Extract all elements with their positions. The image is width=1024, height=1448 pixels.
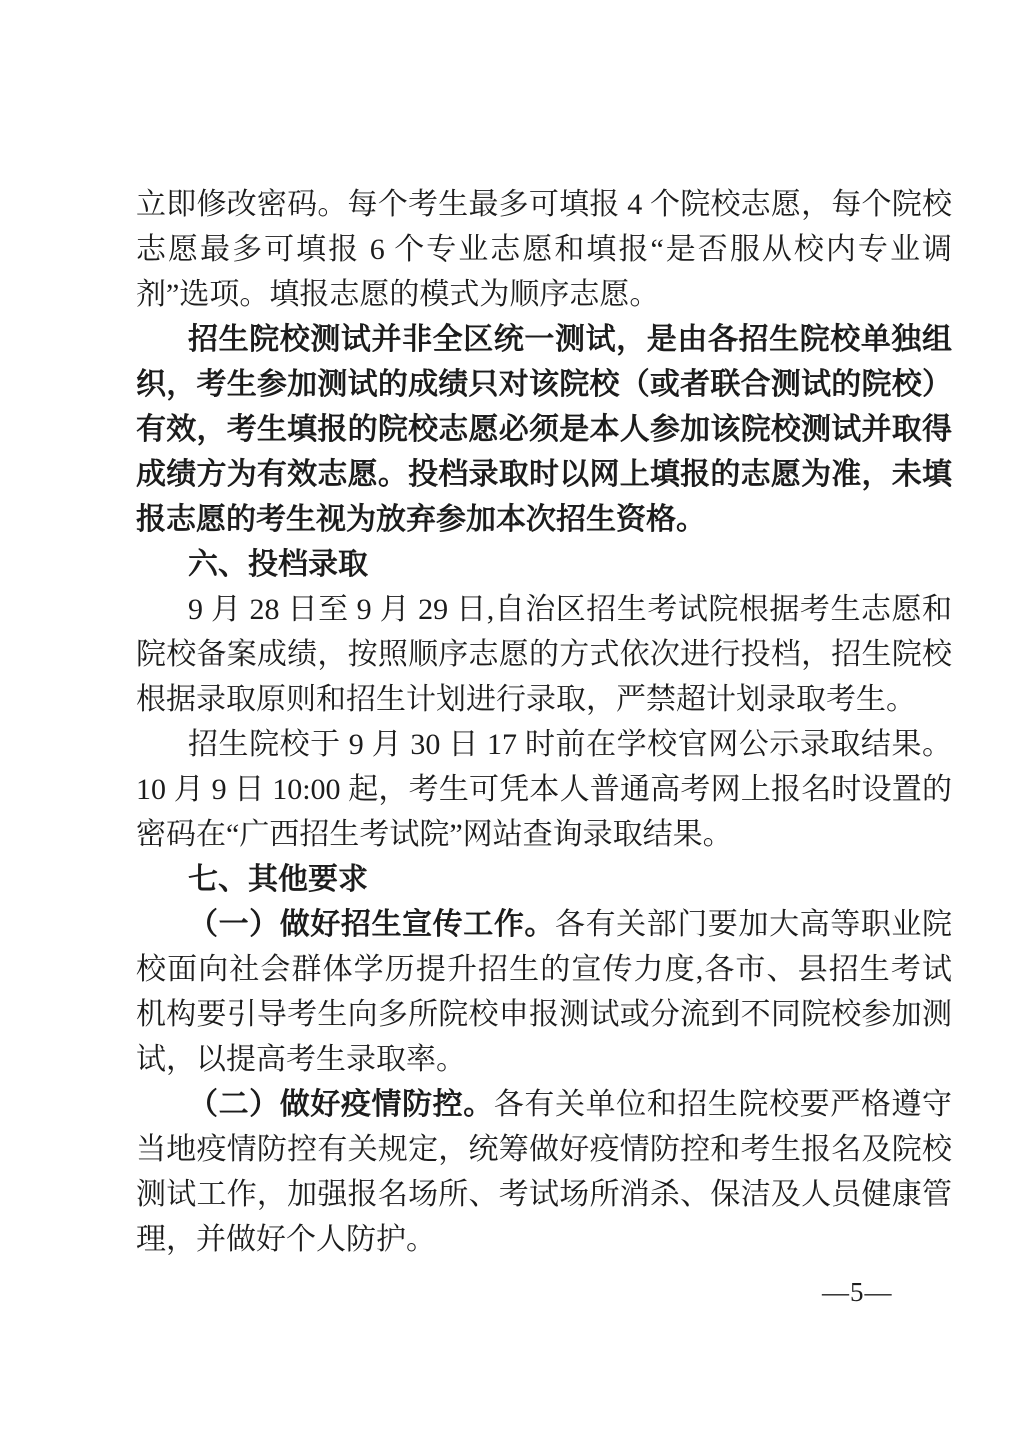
item1-lead-label: （一）做好招生宣传工作。: [188, 908, 555, 941]
item1-body-text: 各有关部门要加大高等职业院校面向社会群体学历提升招生的宣传力度,各市、县招生考试机构要引导考生向多所院校申报测试或分流到不同院校参加测试，以提高考生录取率。: [136, 908, 952, 1076]
paragraph-section6-result-announcement: 招生院校于 9 月 30 日 17 时前在学校官网公示录取结果。10 月 9 日 10:00 起，考生可凭本人普通高考网上报名时设置的密码在“广西招生考试院”网站查询录取结果。: [136, 728, 952, 851]
item2-body-text: 各有关单位和招生院校要严格遵守当地疫情防控有关规定，统筹做好疫情防控和考生报名及院校测试工作，加强报名场所、考试场所消杀、保洁及人员健康管理，并做好个人防护。: [136, 1088, 953, 1256]
paragraph-emphasis-test-notice: 招生院校测试并非全区统一测试，是由各招生院校单独组织，考生参加测试的成绩只对该院校（或者联合测试的院校）有效，考生填报的院校志愿必须是本人参加该院校测试并取得成绩方为有效志愿。投档录取时以网上填报的志愿为准，未填报志愿的考生视为放弃参加本次招生资格。: [136, 323, 952, 536]
section-heading-7-other-requirements: 七、其他要求: [188, 863, 368, 896]
paragraph-item2-epidemic-prevention: [136, 1082, 952, 1262]
paragraph-section6-filing-dates: 9 月 28 日至 9 月 29 日,自治区招生考试院根据考生志愿和院校备案成绩，按照顺序志愿的方式依次进行投档，招生院校根据录取原则和招生计划进行录取，严禁超计划录取考生。: [136, 593, 952, 716]
page-number: —5—: [822, 1277, 893, 1307]
paragraph-item1-publicity: [136, 902, 952, 1082]
paragraph-intro-continuation: 立即修改密码。每个考生最多可填报 4 个院校志愿，每个院校志愿最多可填报 6 个专业志愿和填报“是否服从校内专业调剂”选项。填报志愿的模式为顺序志愿。: [136, 188, 952, 311]
document-body: [136, 182, 952, 1262]
section-heading-6-archiving-admission: 六、投档录取: [188, 548, 368, 581]
item2-lead-label: （二）做好疫情防控。: [188, 1088, 494, 1121]
